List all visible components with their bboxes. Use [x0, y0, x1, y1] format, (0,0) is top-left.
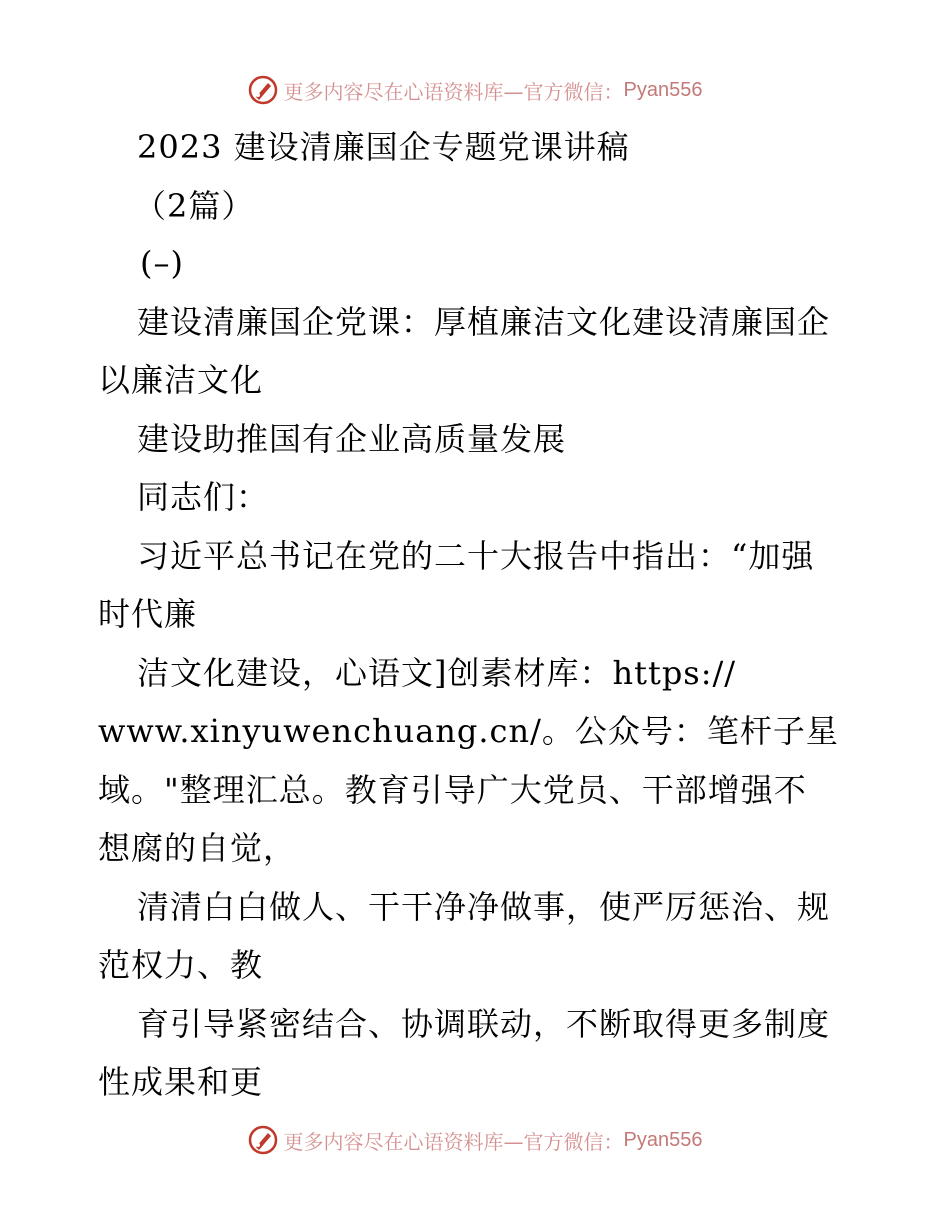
pen-logo-icon	[248, 75, 278, 105]
document-title: 2023 建设清廉国企专题党课讲稿	[137, 128, 630, 166]
paragraph-line: 建设清廉国企党课：厚植廉洁文化建设清廉国企	[137, 303, 831, 341]
paragraph-line: 同志们：	[137, 478, 270, 516]
document-subtitle: （2篇）	[134, 187, 255, 225]
paragraph-line: 洁文化建设，心语文]创素材库：https://	[137, 654, 737, 692]
watermark-text: 更多内容尽在心语资料库—官方微信：	[283, 79, 624, 104]
paragraph-line: 时代廉	[98, 595, 198, 633]
paragraph-line: 以廉洁文化	[98, 361, 264, 399]
watermark-text: 更多内容尽在心语资料库—官方微信：	[283, 1129, 624, 1154]
paragraph-line: 性成果和更	[98, 1063, 264, 1101]
paragraph-line: 育引导紧密结合、协调联动，不断取得更多制度	[137, 1005, 831, 1043]
watermark-header	[0, 70, 950, 110]
paragraph-line: 域。"整理汇总。教育引导广大党员、干部增强不	[98, 771, 807, 809]
paragraph-line: 习近平总书记在党的二十大报告中指出：“加强	[137, 537, 815, 575]
section-marker: (–)	[140, 244, 184, 282]
watermark-wechat-id: Pyan556	[623, 1128, 703, 1151]
paragraph-line: 想腐的自觉，	[98, 829, 297, 867]
watermark-footer	[0, 1120, 950, 1160]
paragraph-line: 范权力、教	[98, 946, 264, 984]
paragraph-line: 清清白白做人、干干净净做事，使严厉惩治、规	[137, 888, 831, 926]
watermark-wechat-id: Pyan556	[623, 78, 703, 101]
paragraph-line: www.xinyuwenchuang.cn/。公众号：笔杆子星	[98, 712, 839, 750]
pen-logo-icon	[248, 1125, 278, 1155]
paragraph-line: 建设助推国有企业高质量发展	[137, 420, 567, 458]
